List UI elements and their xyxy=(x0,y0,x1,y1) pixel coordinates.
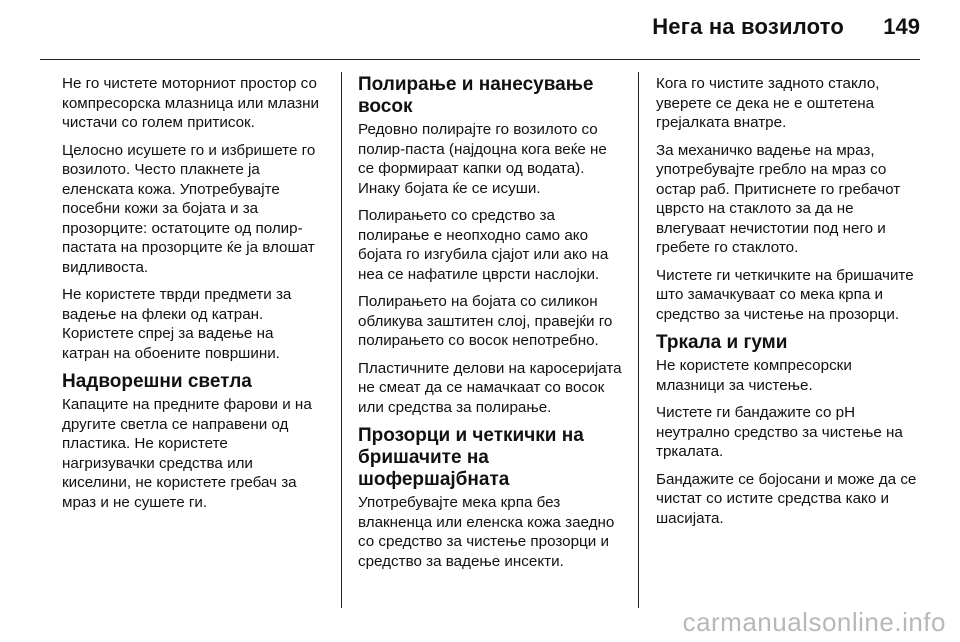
paragraph: Не користете компресорски млазници за чистење. xyxy=(656,357,852,394)
page-number: 149 xyxy=(883,14,920,39)
section-heading: Полирање и нанесување восок xyxy=(358,74,594,117)
paragraph: За механичко вадење на мраз, употребувајте гребло на мраз со остар раб. Притиснете го гребачот цврсто на стаклото за да не влегуваат нечистотии под него и гребете го стаклото. xyxy=(656,141,901,256)
column-3 xyxy=(656,74,922,536)
column-2 xyxy=(358,74,624,579)
paragraph: Чистете ги бандажите со pH неутрално средство за чистење на тркалата. xyxy=(656,404,903,460)
paragraph: Не користете тврди предмети за вадење на флеки од катран. Користете спреј за вадење на катран на обоените површини. xyxy=(62,286,292,362)
paragraph: Чистете ги четкичките на бришачите што замачкуваат со мека крпа и средство за чистење на прозорци. xyxy=(656,266,914,323)
section-heading: Тркала и гуми xyxy=(656,332,788,353)
paragraph: Полирањето со средство за полирање е неопходно само ако бојата го изгубила сјајот или ако на неа се нафатиле цврсти наслојки. xyxy=(358,207,609,283)
watermark: carmanualsonline.info xyxy=(682,607,946,637)
header-divider xyxy=(40,59,920,60)
paragraph: Не го чистете моторниот простор со компресорска млазница или млазни чистачи со голем притисок. xyxy=(62,75,319,131)
paragraph: Пластичните делови на каросеријата не смеат да се намачкаат со восок или средства за полирање. xyxy=(358,359,622,416)
column-divider-1 xyxy=(341,72,342,608)
section-title: Нега на возилото xyxy=(652,14,844,39)
column-1 xyxy=(62,74,324,520)
paragraph: Полирањето на бојата со силикон обликува заштитен слој, правејќи го полирањето со восок непотребно. xyxy=(358,293,613,349)
paragraph: Редовно полирајте го возилото со полир-паста (најдоцна кога веќе не се формираат капки од водата). Инаку бојата ќе се исуши. xyxy=(358,121,607,197)
section-heading: Надворешни светла xyxy=(62,371,252,392)
page-header xyxy=(0,0,960,62)
column-divider-2 xyxy=(638,72,639,608)
paragraph: Целосно исушете го и избришете го возилото. Често плакнете ја еленската кожа. Употребувајте посебни кожи за бојата и за прозорците: остатоците од полир-пастата на прозорците ќе ја влошат видливоста. xyxy=(62,141,316,276)
paragraph: Капаците на предните фарови и на другите светла се направени од пластика. Не користете нагризувачки средства или киселини, не користете гребач за мраз и не сушете ги. xyxy=(62,396,312,511)
paragraph: Кога го чистите задното стакло, уверете се дека не е оштетена грејалката внатре. xyxy=(656,75,880,131)
section-heading: Прозорци и четкички на бришачите на шофершајбната xyxy=(358,425,584,490)
paragraph: Употребувајте мека крпа без влакненца или еленска кожа заедно со средство за чистење прозорци и средство за вадење инсекти. xyxy=(358,494,615,570)
paragraph: Бандажите се бојосани и може да се чистат со истите средства како и шасијата. xyxy=(656,470,917,527)
